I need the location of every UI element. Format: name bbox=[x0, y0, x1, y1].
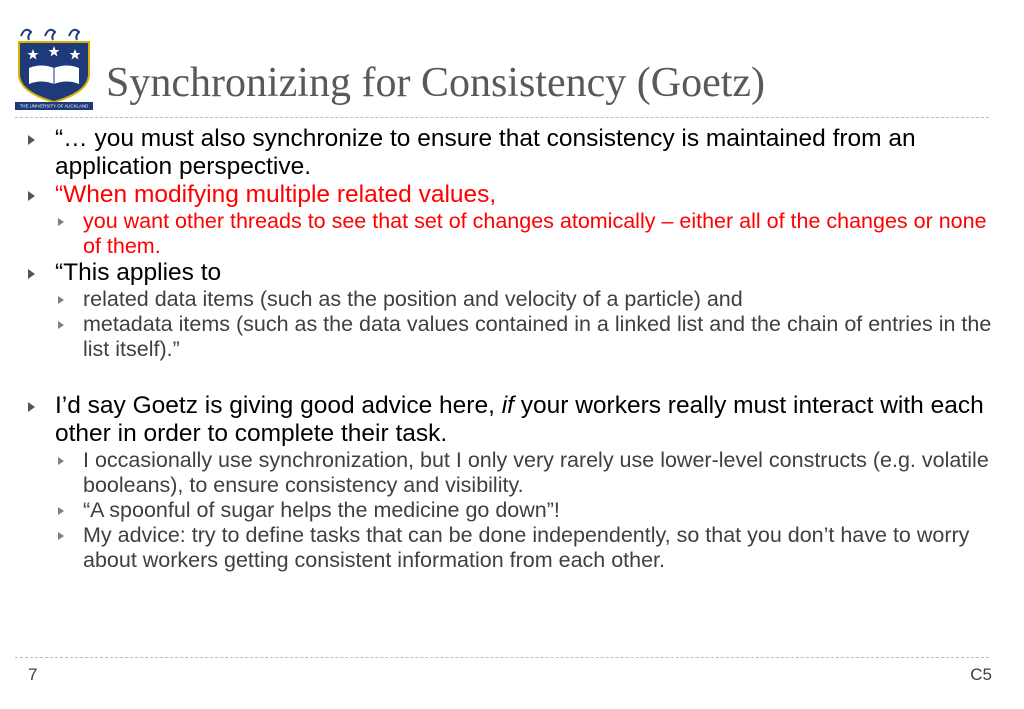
bullet-applies-to: “This applies to bbox=[22, 259, 992, 287]
triangle-bullet-icon bbox=[28, 135, 35, 145]
triangle-bullet-icon bbox=[28, 191, 35, 201]
bullet-modifying-values: “When modifying multiple related values, bbox=[22, 181, 992, 209]
triangle-bullet-icon bbox=[58, 218, 64, 226]
subbullet-synchronization-use: I occasionally use synchronization, but I only very rarely use lower-level constructs (e.g. volatile booleans), to ensure consistency and visibility. bbox=[48, 448, 992, 498]
subbullet-atomic-changes: you want other threads to see that set of changes atomically – either all of the changes or none of them. bbox=[48, 209, 992, 259]
triangle-bullet-icon bbox=[28, 269, 35, 279]
triangle-bullet-icon bbox=[58, 296, 64, 304]
page-number: 7 bbox=[28, 665, 38, 684]
subbullet-related-data: related data items (such as the position and velocity of a particle) and bbox=[48, 287, 992, 312]
subbullet-my-advice: My advice: try to define tasks that can be done independently, so that you don’t have to worry about workers getting consistent information from each other. bbox=[48, 523, 992, 573]
triangle-bullet-icon bbox=[58, 321, 64, 329]
book-icon bbox=[29, 66, 79, 85]
spacer bbox=[22, 362, 992, 392]
bullet-consistency-quote: “… you must also synchronize to ensure that consistency is maintained from an application perspective. bbox=[22, 125, 992, 181]
university-logo bbox=[15, 22, 93, 110]
swan-icons bbox=[21, 30, 79, 40]
slide-content bbox=[22, 125, 992, 573]
slide-title: Synchronizing for Consistency (Goetz) bbox=[106, 60, 766, 106]
footer-divider bbox=[15, 657, 989, 658]
triangle-bullet-icon bbox=[58, 507, 64, 515]
bullet-goetz-advice: I’d say Goetz is giving good advice here, if your workers really must interact with each other in order to complete their task. bbox=[22, 392, 992, 448]
triangle-bullet-icon bbox=[58, 532, 64, 540]
subbullet-metadata: metadata items (such as the data values contained in a linked list and the chain of entries in the list itself).” bbox=[48, 312, 992, 362]
title-divider bbox=[15, 117, 989, 118]
course-code: C5 bbox=[970, 665, 992, 684]
triangle-bullet-icon bbox=[58, 457, 64, 465]
logo-caption: THE UNIVERSITY OF AUCKLAND bbox=[19, 103, 89, 109]
subbullet-spoonful-of-sugar: “A spoonful of sugar helps the medicine go down”! bbox=[48, 498, 992, 523]
triangle-bullet-icon bbox=[28, 402, 35, 412]
